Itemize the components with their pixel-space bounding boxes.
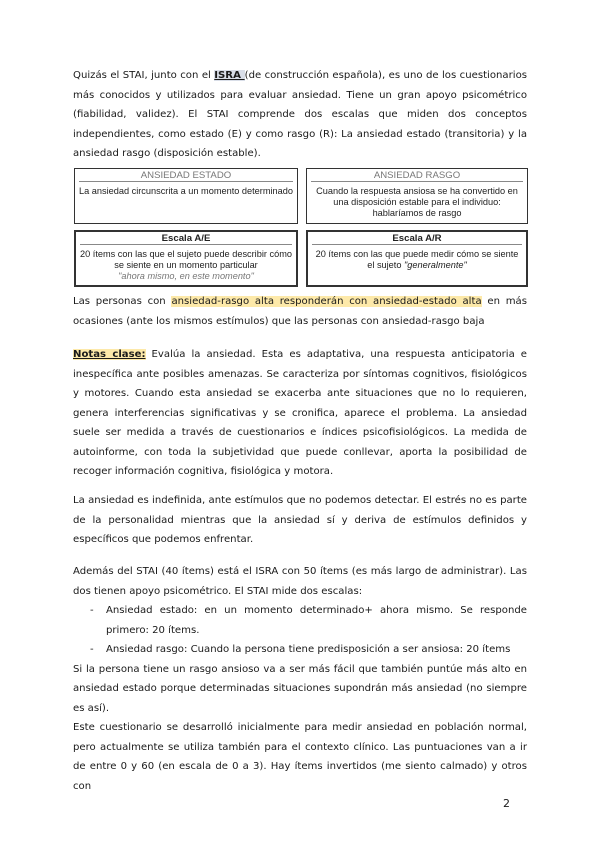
escala-ar-quote: "generalmente"	[404, 260, 467, 270]
paragraph-notas-clase	[73, 345, 527, 482]
paragraph-ansiedad-estres: La ansiedad es indefinida, ante estímulos que no podemos detectar. El estrés no es parte de la personalidad mientras que la ansiedad sí y deriva de estímulos definidos y específicos que podemos enfrentar.	[73, 495, 527, 545]
notas-clase-label: Notas clase:	[73, 349, 146, 360]
estado-description: La ansiedad circunscrita a un momento determinado	[79, 186, 293, 196]
list-item-text: Ansiedad estado: en un momento determinado+ ahora mismo. Se responde primero: 20 ítems.	[106, 605, 527, 636]
rasgo-description: Cuando la respuesta ansiosa se ha convertido en una disposición estable para el individuo: hablaríamos de rasgo	[316, 186, 518, 218]
bullet-dash: -	[90, 644, 94, 655]
paragraph-stai-intro	[73, 66, 527, 164]
escala-ae-text: 20 ítems con las que el sujeto puede describir cómo se siente en un momento particular	[80, 249, 292, 270]
escala-ae-title: Escala A/E	[161, 233, 211, 244]
paragraph-text: (de construcción española), es uno de los cuestionarios más conocidos y utilizados para evaluar ansiedad. Tiene un gran apoyo psicométrico (fiabilidad, validez). El STAI comprende dos escalas que miden dos conceptos independientes, como estado (E) y como rasgo (R): La ansiedad estado (transitoria) y la ansiedad rasgo (disposición estable).	[73, 70, 528, 159]
escala-ae-description	[76, 245, 296, 282]
anxiety-scales-figure	[74, 168, 528, 287]
escala-ae-cell	[74, 230, 298, 287]
paragraph-text: Evalúa la ansiedad. Esta es adaptativa, una respuesta anticipatoria e inespecífica ante posibles amenazas. Se caracteriza por síntomas cognitivos, fisiológicos y motores. Cuando esta ansiedad se exacerba ante situaciones que no lo requieren, genera interferencias significativas y se cronifica, aparece el problema. La ansiedad suele ser medida a través de cuestionarios e índices psicofisiológicos. La medida de autoinforme, con toda la subjetividad que puede conllevar, aporta la posibilidad de recoger información cognitiva, fisiológica y motora.	[73, 349, 528, 477]
highlighted-text: ansiedad-rasgo alta responderán con ansiedad-estado alta	[171, 296, 482, 307]
isra-term: ISRA	[214, 70, 245, 81]
paragraph-text: Las personas con	[73, 296, 172, 307]
escala-ar-text: 20 ítems con las que puede medir cómo se siente el sujeto	[315, 249, 519, 270]
escala-ar-cell	[306, 230, 528, 287]
rasgo-cell	[306, 168, 528, 224]
paragraph-text: Quizás el STAI, junto con el	[73, 70, 215, 81]
paragraph-text: en más ocasiones (ante los mismos estímulos) que las personas con ansiedad-rasgo baja	[73, 296, 528, 327]
paragraph-rasgo-estado	[73, 292, 527, 331]
escala-ae-quote: "ahora mismo, en este momento"	[118, 271, 254, 281]
list-item	[73, 601, 527, 640]
scales-list	[73, 601, 527, 660]
rasgo-title: ANSIEDAD RASGO	[373, 170, 461, 181]
list-item-text: Ansiedad rasgo: Cuando la persona tiene predisposición a ser ansiosa: 20 ítems	[106, 644, 511, 655]
page-number: 2	[503, 797, 510, 810]
bullet-dash: -	[90, 605, 94, 616]
escala-ar-title: Escala A/R	[392, 233, 442, 244]
estado-title: ANSIEDAD ESTADO	[140, 170, 232, 181]
paragraph-intro: Además del STAI (40 ítems) está el ISRA con 50 ítems (es más largo de administrar). Las dos tienen apoyo psicométrico. El STAI mide dos escalas:	[73, 566, 527, 597]
escala-ar-description	[308, 245, 526, 271]
paragraph-stai-isra	[73, 562, 527, 796]
paragraph-text: Este cuestionario se desarrolló inicialmente para medir ansiedad en población normal, pero actualmente se utiliza también para el contexto clínico. Las puntuaciones van a ir de entre 0 y 60 (en escala de 0 a 3). Hay ítems invertidos (me siento calmado) y otros con	[73, 722, 527, 792]
paragraph-text: Si la persona tiene un rasgo ansioso va a ser más fácil que también puntúe más alto en ansiedad estado porque determinadas situaciones supondrán más ansiedad (no siempre es así).	[73, 663, 527, 714]
list-item	[73, 640, 527, 660]
estado-cell	[74, 168, 298, 224]
